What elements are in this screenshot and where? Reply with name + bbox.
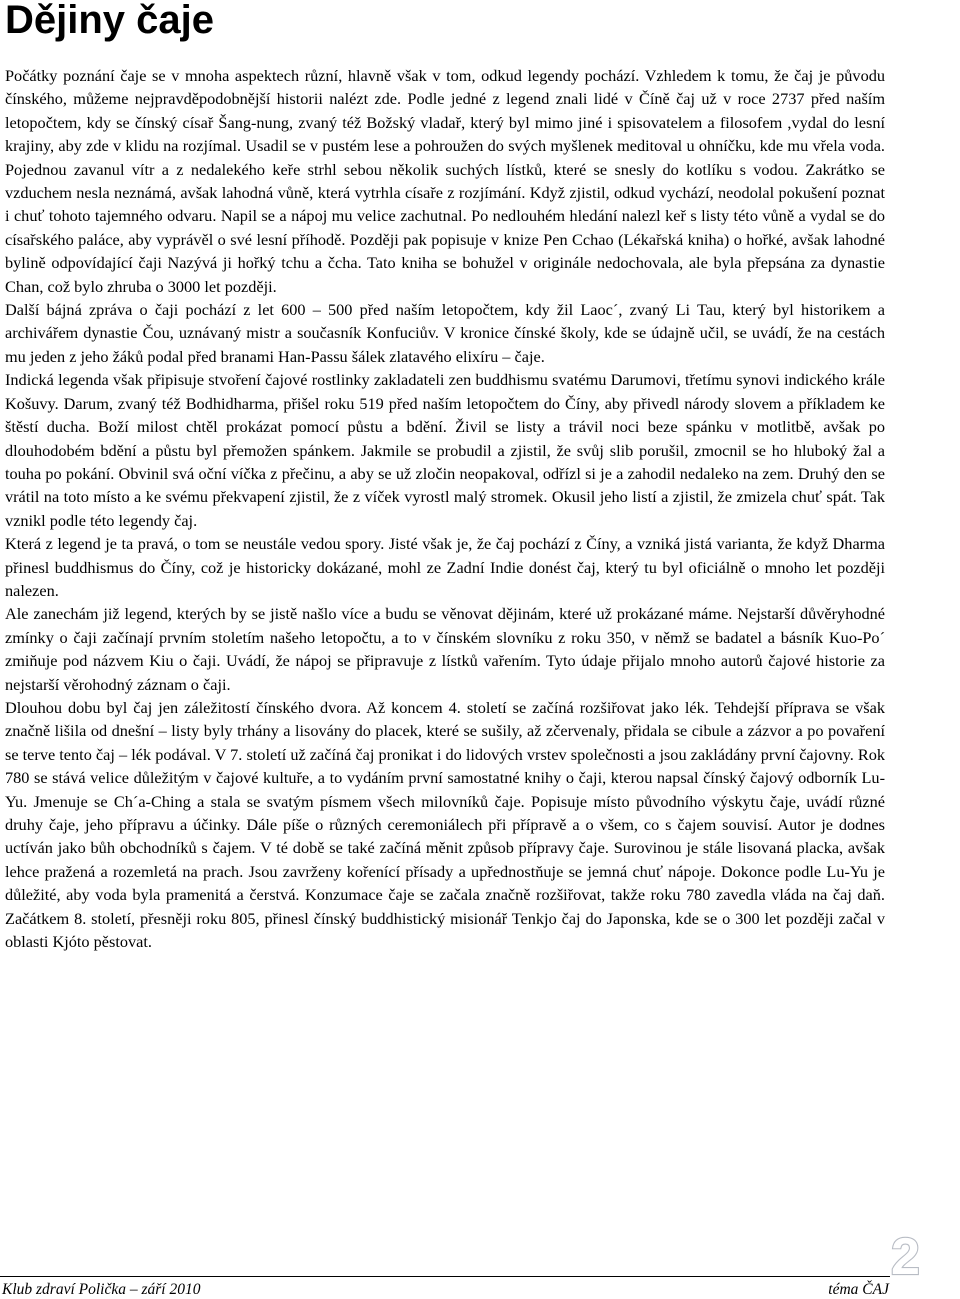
- article-body: [5, 64, 885, 953]
- page-number-graphic: [885, 1226, 955, 1290]
- paragraph-5: Ale zanechám již legend, kterých by se jistě našlo více a budu se věnovat dějinám, které už prokázané máme. Nejstarší důvěryhodné zmínky o čaji začínají prvním stoletím našeho letopočtu, a to v čínském slovníku z roku 350, v němž se badatel a básník Kuo-Po´ zmiňuje pod názvem Kiu o čaji. Uvádí, že nápoj se připravuje z lístků vařením. Tyto údaje přijalo mnoho autorů čajové historie za nejstarší věrohodný záznam o čaji.: [5, 604, 885, 694]
- paragraph-4: Která z legend je ta pravá, o tom se neustále vedou spory. Jisté však je, že čaj pochází z Číny, a vzniká jistá varianta, že když Dharma přinesl buddhismus do Číny, což je historicky dokázané, mohl ze Zadní Indie donést čaj, který tu byl oficiálně o mnoho let později nalezen.: [5, 534, 885, 600]
- paragraph-2: Další bájná zpráva o čaji pochází z let 600 – 500 před naším letopočtem, kdy žil Laoc´, zvaný Li Tau, který byl historikem a archivářem dynastie Čou, uznávaný mistr a současník Konfuciův. V kronice čínské školy, kde se údajně učil, se uvádí, že na cestách mu jeden z jeho žáků podal před branami Han-Passu šálek zlatavého elixíru – čaje.: [5, 300, 885, 366]
- paragraph-6: Dlouhou dobu byl čaj jen záležitostí čínského dvora. Až koncem 4. století se začíná rozšiřovat jako lék. Tehdejší příprava se však značně lišila od dnešní – listy byly trhány a lisovány do placek, které se sušily, až zčervenaly, přidala se cibule a zázvor a po povaření se terve tento čaj – lék podával. V 7. století už začíná čaj pronikat i do lidových vrstev společnosti a jsou zakládány první čajovny. Rok 780 se stává velice důležitým v čajové kultuře, a to vydáním první samostatné knihy o čaji, kterou napsal čínský čajový odborník Lu-Yu. Jmenuje se Ch´a-Ching a stala se svatým písmem všech milovníků čaje. Popisuje místo původního výskytu čaje, uvádí různé druhy čaje, jeho přípravu a účinky. Dále píše o různých ceremoniálech při přípravě a o všem, co s čajem souvisí. Autor je dodnes uctíván jako bůh obchodníků s čajem. V té době se také začíná měnit způsob přípravy čaje. Surovinou je stále lisovaná placka, avšak lehce pražená a rozemletá na prach. Jsou zavrženy kořenící přísady a upřednostňuje se jemná chuť nápoje. Dokonce podle Lu-Yu je důležité, aby voda byla pramenitá a čerstvá. Konzumace čaje se začala značně rozšiřovat, takže roku 780 zavedla vláda na čaj daň. Začátkem 8. století, přesněji roku 805, přinesl čínský buddhistický misionář Tenkjo čaj do Japonska, kde se o 300 let později začal v oblasti Kjóto pěstovat.: [5, 697, 885, 952]
- footer-left-text: Klub zdraví Polička – září 2010: [2, 1281, 201, 1298]
- footer-right-text: téma ČAJ: [828, 1281, 889, 1298]
- paragraph-3: Indická legenda však připisuje stvoření čajové rostlinky zakladateli zen buddhismu svatému Darumovi, třetímu synovi indického krále Košuvy. Darum, zvaný též Bodhidharma, přišel roku 519 před naším letopočtem do Číny, aby přivedl národy slovem a příkladem ke štěstí ducha. Boží milost chtěl prokázat pomocí půstu a bdění. Živil se listy a trávil noci beze spánku v motlitbě, avšak po dlouhodobém bdění a půstu byl přemožen spánkem. Jakmile se probudil a zjistil, že svůj slib porušil, zmocnil se ho hluboký žal a touha po pokání. Obvinil svá oční víčka z přečinu, a aby se už zločin neopakoval, odřízl si je a zahodil nedaleko na zem. Druhý den se vrátil na toto místo a ke svému překvapení zjistil, že z víček vyrostl malý stromek. Okusil jeho listí a zjistil, že zmizela chuť spát. Tak vznikl podle této legendy čaj.: [5, 370, 885, 530]
- page-title: Dějiny čaje: [5, 0, 215, 42]
- paragraph-1: Počátky poznání čaje se v mnoha aspektech různí, hlavně však v tom, odkud legendy pochází. Vzhledem k tomu, že čaj je původu čínského, můžeme nejpravděpodobnější historii nalézt zde. Podle jedné z legend znali lidé v Číně čaj už v roce 2737 před naším letopočtem, kdy se čínský císař Šang-nung, zvaný též Božský vladař, který byl mimo jiné i spisovatelem a filosofem ,vydal do lesní krajiny, aby zde v klidu na rozjímal. Usadil se v pustém lese a pohroužen do svých myšlenek meditoval u ohníčku, kde mu vřela voda. Pojednou zavanul vítr a z nedalekého keře strhl sebou několik suchých lístků, které se snesly do kotlíku s vodou. Zakrátko se vzduchem nesla neznámá, avšak lahodná vůně, která vytrhla císaře z rozjímání. Když zjistil, odkud vychází, neodolal pokušení poznat i chuť tohoto tajemného odvaru. Napil se a nápoj mu velice zachutnal. Po nedlouhém hledání nalezl keř s listy této vůně a vydal se do císařského paláce, aby vyprávěl o své lesní příhodě. Později pak popisuje v knize Pen Cchao (Lékařská kniha) o hořké, avšak lahodné bylině odpovídající čaji Nazývá ji hořký tchu a čcha. Tato kniha se bohužel v originále nedochovala, ale byla přepsána za dynastie Chan, což bylo zhruba o 3000 let později.: [5, 66, 885, 296]
- footer-divider: [0, 1276, 890, 1277]
- page-number: [885, 1226, 955, 1290]
- page-number-text: 2: [891, 1228, 920, 1286]
